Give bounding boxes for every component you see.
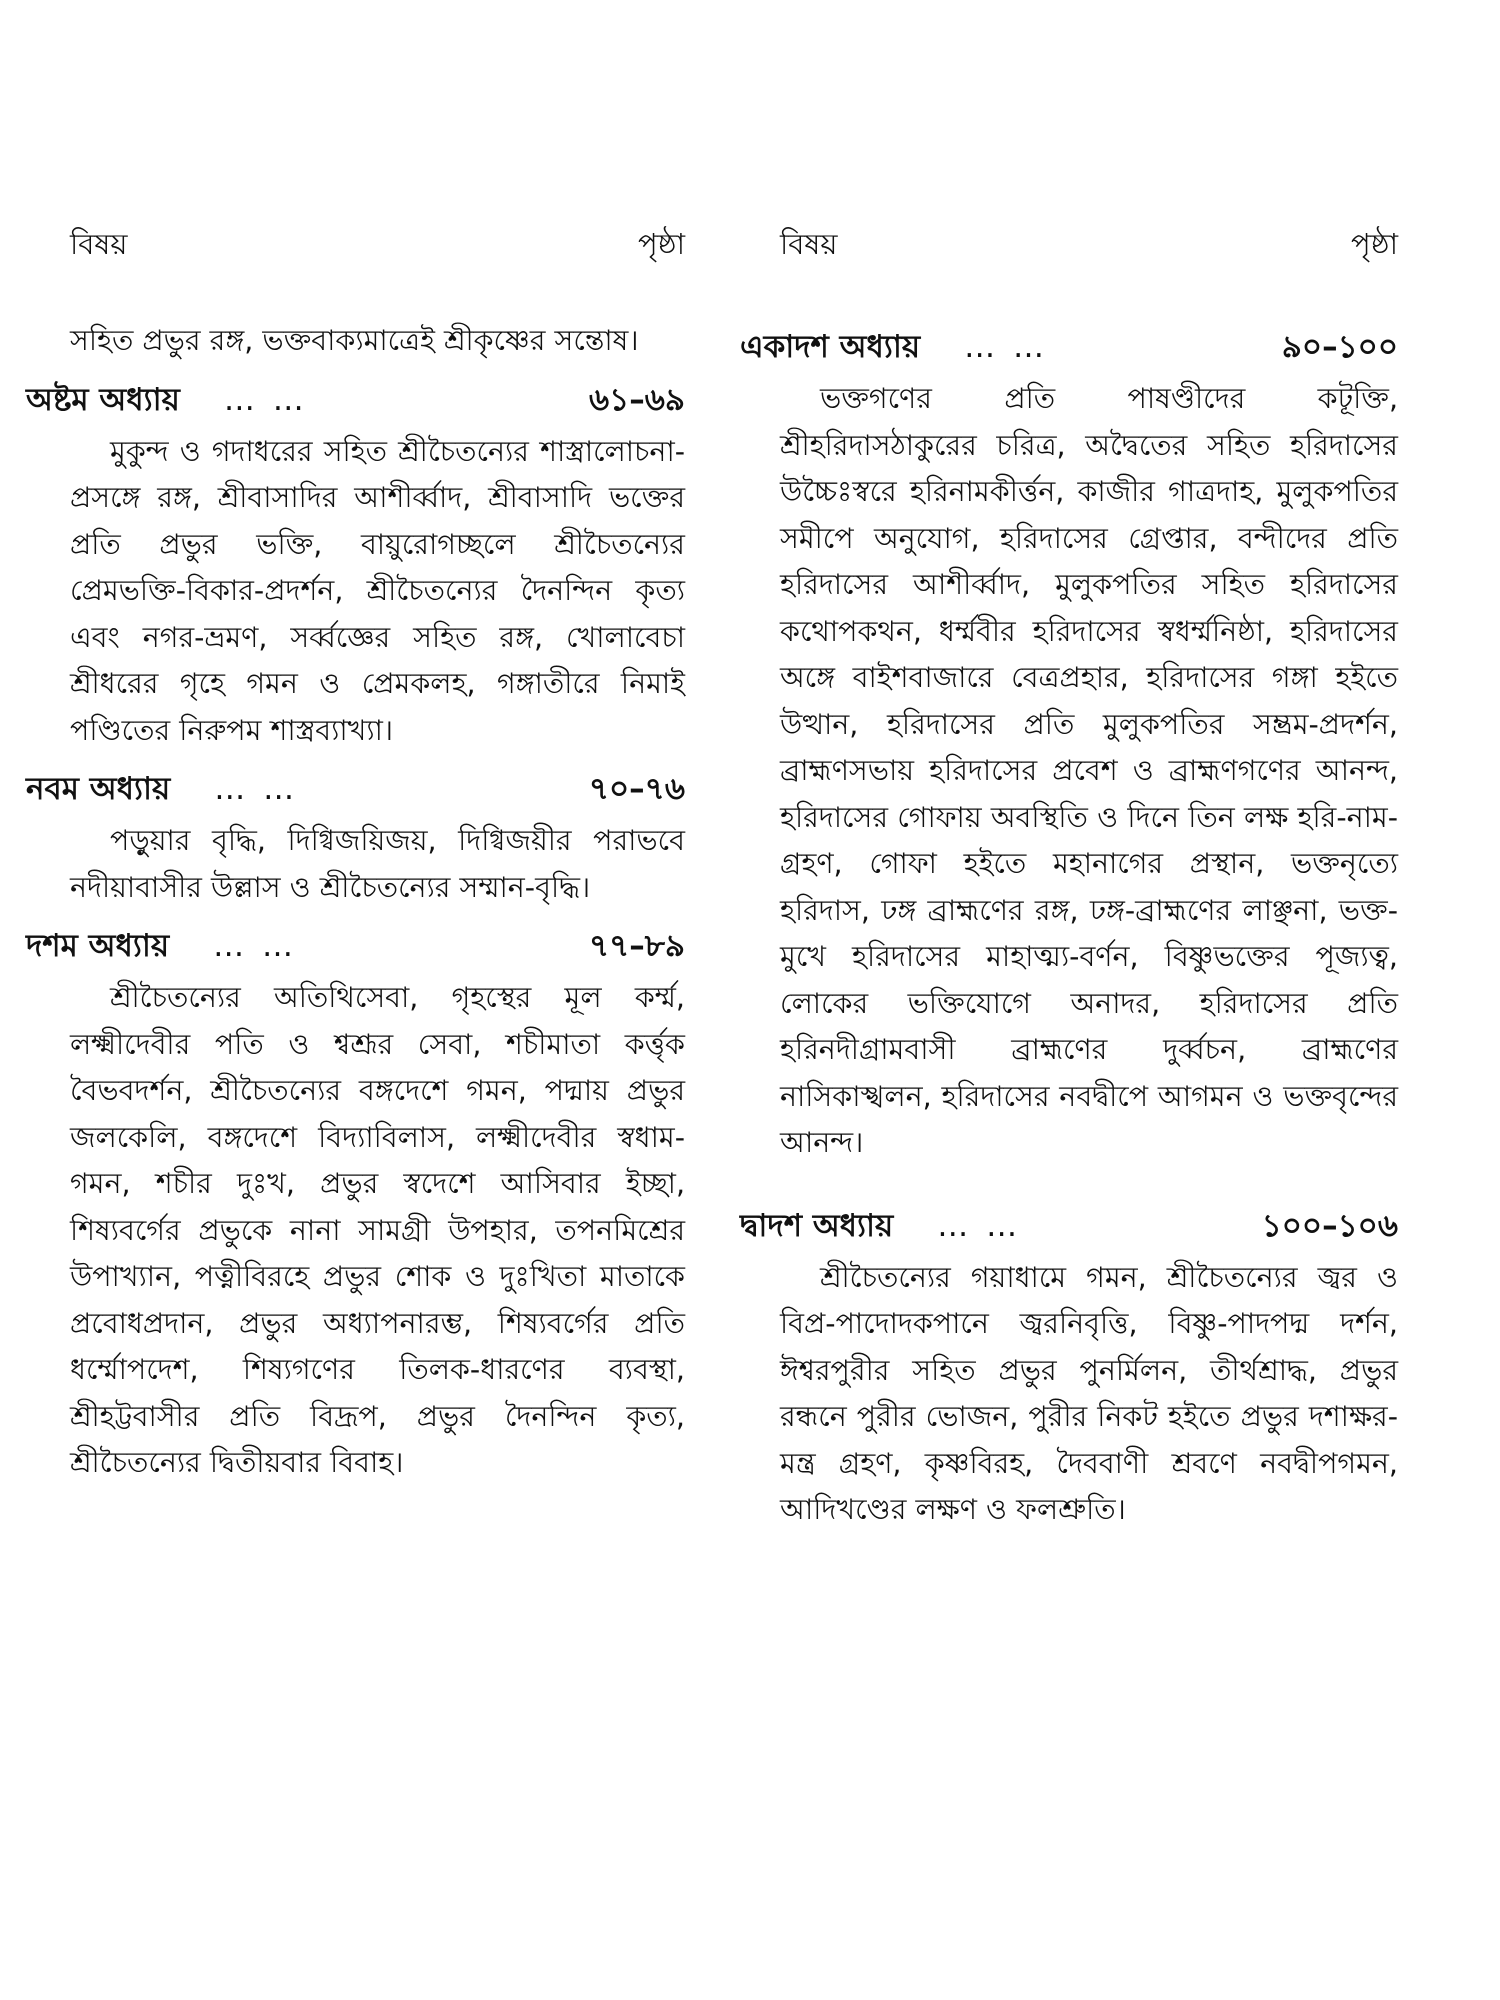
chapter-page-range: ৭০–৭৬ — [588, 771, 685, 807]
chapter-heading-8 — [26, 371, 685, 429]
chapter-heading-12 — [740, 1197, 1398, 1255]
leader-dots: … … — [223, 381, 308, 418]
right-header-subject: বিষয় — [780, 227, 838, 261]
chapter-page-range: ৬১–৬৯ — [588, 381, 685, 418]
chapter-heading-9 — [26, 760, 685, 818]
chapter-summary: ভক্তগণের প্রতি পাষণ্ডীদের কটূক্তি, শ্রীহরিদাসঠাকুরের চরিত্র, অদ্বৈতের সহিত হরিদাসের উচ্চৈঃস্বরে হরিনামকীর্ত্তন, কাজীর গাত্রদাহ, মুলুকপতির সমীপে অনুযোগ, হরিদাসের গ্রেপ্তার, বন্দীদের প্রতি হরিদাসের আশীর্ব্বাদ, মুলুকপতির সহিত হরিদাসের কথোপকথন, ধর্ম্মবীর হরিদাসের স্বধর্ম্মনিষ্ঠা, হরিদাসের অঙ্গে বাইশবাজারে বেত্রপ্রহার, হরিদাসের গঙ্গা হইতে উত্থান, হরিদাসের প্রতি মুলুকপতির সম্ভ্রম-প্রদর্শন, ব্রাহ্মণসভায় হরিদাসের প্রবেশ ও ব্রাহ্মণগণের আনন্দ, হরিদাসের গোফায় অবস্থিতি ও দিনে তিন লক্ষ হরি-নাম-গ্রহণ, গোফা হইতে মহানাগের প্রস্থান, ভক্তনৃত্যে হরিদাস, ঢঙ্গ ব্রাহ্মণের রঙ্গ, ঢঙ্গ-ব্রাহ্মণের লাঞ্ছনা, ভক্ত-মুখে হরিদাসের মাহাত্ম্য-বর্ণন, বিষ্ণুভক্তের পূজ্যত্ব, লোকের ভক্তিযোগে অনাদর, হরিদাসের প্রতি হরিনদীগ্রামবাসী ব্রাহ্মণের দুর্ব্বচন, ব্রাহ্মণের নাসিকাস্খলন, হরিদাসের নবদ্বীপে আগমন ও ভক্তবৃন্দের আনন্দ। — [780, 382, 1398, 1159]
right-column-header — [780, 222, 1398, 271]
left-column-content — [26, 318, 685, 1487]
chapter-page-range: ১০০–১০৬ — [1261, 1207, 1398, 1244]
chapter-title: নবম অধ্যায় — [26, 771, 171, 807]
chapter-summary: শ্রীচৈতন্যের গয়াধামে গমন, শ্রীচৈতন্যের জ্বর ও বিপ্র-পাদোদকপানে জ্বরনিবৃত্তি, বিষ্ণু-পাদপদ্ম দর্শন, ঈশ্বরপুরীর সহিত প্রভুর পুনর্মিলন, তীর্থশ্রাদ্ধ, প্রভুর রন্ধনে পুরীর ভোজন, পুরীর নিকট হইতে প্রভুর দশাক্ষর-মন্ত্র গ্রহণ, কৃষ্ণবিরহ, দৈববাণী শ্রবণে নবদ্বীপগমন, আদিখণ্ডের লক্ষণ ও ফলশ্রুতি। — [780, 1260, 1398, 1526]
right-header-page: পৃষ্ঠা — [1351, 227, 1398, 261]
leader-dots: … … — [964, 329, 1049, 365]
right-column-content — [740, 318, 1398, 1534]
left-column-header — [70, 222, 685, 271]
chapter-summary: পড়ুয়ার বৃদ্ধি, দিগ্বিজয়িজয়, দিগ্বিজয়ীর পরাভবে নদীয়াবাসীর উল্লাস ও শ্রীচৈতন্যের সম্মান-বৃদ্ধি। — [70, 824, 685, 904]
leader-dots: … … — [213, 928, 297, 964]
leader-dots: … … — [937, 1207, 1022, 1244]
chapter-title: একাদশ অধ্যায় — [740, 329, 921, 365]
section-gap — [780, 1167, 1398, 1191]
chapter-page-range: ৭৭–৮৯ — [588, 928, 685, 964]
left-header-page: পৃষ্ঠা — [638, 227, 685, 261]
chapter-heading-10 — [26, 917, 685, 975]
chapter-title: দশম অধ্যায় — [26, 928, 170, 964]
chapter-page-range: ৯০–১০০ — [1281, 329, 1398, 365]
chapter-title: দ্বাদশ অধ্যায় — [740, 1207, 894, 1244]
chapter-summary: শ্রীচৈতন্যের অতিথিসেবা, গৃহস্থের মূল কর্ম্ম, লক্ষ্মীদেবীর পতি ও শ্বশ্রূর সেবা, শচীমাতা কর্ত্তৃক বৈভবদর্শন, শ্রীচৈতন্যের বঙ্গদেশে গমন, পদ্মায় প্রভুর জলকেলি, বঙ্গদেশে বিদ্যাবিলাস, লক্ষ্মীদেবীর স্বধাম-গমন, শচীর দুঃখ, প্রভুর স্বদেশে আসিবার ইচ্ছা, শিষ্যবর্গের প্রভুকে নানা সামগ্রী উপহার, তপনমিশ্রের উপাখ্যান, পত্নীবিরহে প্রভুর শোক ও দুঃখিতা মাতাকে প্রবোধপ্রদান, প্রভুর অধ্যাপনারম্ভ, শিষ্যবর্গের প্রতি ধর্ম্মোপদেশ, শিষ্যগণের তিলক-ধারণের ব্যবস্থা, শ্রীহট্টবাসীর প্রতি বিদ্রূপ, প্রভুর দৈনন্দিন কৃত্য, শ্রীচৈতন্যের দ্বিতীয়বার বিবাহ। — [70, 981, 685, 1479]
chapter-summary: মুকুন্দ ও গদাধরের সহিত শ্রীচৈতন্যের শাস্ত্রালোচনা-প্রসঙ্গে রঙ্গ, শ্রীবাসাদির আশীর্ব্বাদ, শ্রীবাসাদি ভক্তের প্রতি প্রভুর ভক্তি, বায়ুরোগচ্ছলে শ্রীচৈতন্যের প্রেমভক্তি-বিকার-প্রদর্শন, শ্রীচৈতন্যের দৈনন্দিন কৃত্য এবং নগর-ভ্রমণ, সর্ব্বজ্ঞের সহিত রঙ্গ, খোলাবেচা শ্রীধরের গৃহে গমন ও প্রেমকলহ, গঙ্গাতীরে নিমাই পণ্ডিতের নিরুপম শাস্ত্রব্যাখ্যা। — [70, 434, 685, 747]
chapter-title: অষ্টম অধ্যায় — [26, 381, 180, 418]
left-header-subject: বিষয় — [70, 227, 128, 261]
continued-entry-text: সহিত প্রভুর রঙ্গ, ভক্তবাক্যমাত্রেই শ্রীকৃষ্ণের সন্তোষ। — [70, 324, 639, 357]
chapter-heading-11 — [740, 318, 1398, 376]
leader-dots: … … — [214, 771, 299, 807]
